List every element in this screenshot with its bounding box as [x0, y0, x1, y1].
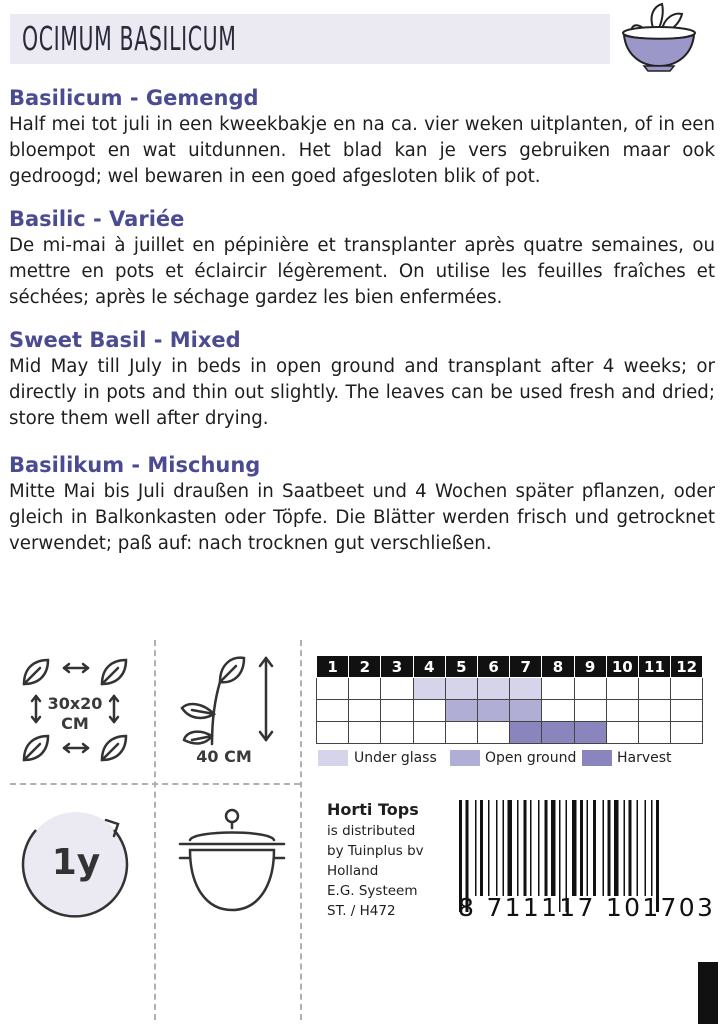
calendar-cell [381, 722, 413, 744]
barcode-bar [503, 800, 505, 896]
calendar-cell [445, 678, 477, 700]
calendar-cell [349, 700, 381, 722]
annual-label: 1y [51, 842, 101, 883]
calendar-cell [477, 700, 509, 722]
calendar-month-8: 8 [542, 656, 574, 678]
barcode-bar [524, 800, 527, 896]
calendar-cell [671, 722, 703, 744]
calendar-cell [510, 700, 542, 722]
height-label: 40 CM [196, 747, 252, 766]
calendar-cell [477, 678, 509, 700]
barcode-bar [593, 800, 596, 896]
calendar-cell [638, 700, 670, 722]
calendar-cell [574, 678, 606, 700]
legend-open-ground: Open ground [485, 750, 577, 766]
plant-height-icon [174, 652, 294, 752]
section-body-french: De mi-mai à juillet en pépinière et transplanter après quatre semaines, ou mettre en pots et éclaircir légèrement. On utilise les feuilles fraîches et séchées; après le séchage gardez les bien enfermées. [9, 235, 715, 308]
barcode-bar [572, 800, 577, 896]
calendar-cell [574, 722, 606, 744]
barcode-bar [496, 800, 498, 896]
calendar-month-9: 9 [574, 656, 606, 678]
calendar-month-1: 1 [317, 656, 349, 678]
calendar-cell [638, 722, 670, 744]
calendar-cell [542, 678, 574, 700]
calendar-month-12: 12 [671, 656, 703, 678]
barcode-bar [587, 800, 589, 896]
calendar-month-4: 4 [413, 656, 445, 678]
section-body-dutch: Half mei tot juli in een kweekbakje en na ca. vier weken uitplanten, of in een bloempot en wat uitdunnen. Het blad kan je vers gebruiken maar ook gedroogd; wel bewaren in een goed afgesloten blik of pot. [9, 114, 715, 187]
calendar-cell [542, 722, 574, 744]
calendar-cell [606, 722, 638, 744]
calendar-month-6: 6 [477, 656, 509, 678]
barcode-bar [624, 800, 626, 896]
calendar-cell [317, 722, 349, 744]
calendar-month-5: 5 [445, 656, 477, 678]
section-body-german: Mitte Mai bis Juli draußen in Saatbeet und 4 Wochen später pflanzen, oder gleich in Balkonkasten oder Töpfe. Die Blätter werden frisch und getrocknet verwendet; paß auf: nach trocknen gut verschließen. [9, 481, 715, 554]
legend-swatch-under-glass [318, 750, 348, 766]
distributor-line: E.G. Systeem [327, 883, 418, 899]
barcode-bar [651, 800, 653, 896]
section-title-french: Basilic - Variée [9, 207, 185, 231]
calendar-cell [349, 722, 381, 744]
barcode-bar [480, 800, 483, 896]
barcode-bar [637, 800, 639, 896]
cooking-pot-icon [172, 806, 292, 918]
salad-bowl-icon [618, 2, 700, 72]
barcode-bar [530, 800, 532, 896]
calendar-cell [445, 700, 477, 722]
edge-tab [698, 962, 718, 1024]
barcode-bar [608, 800, 611, 896]
divider-vertical [154, 640, 156, 1020]
section-title-german: Basilikum - Mischung [9, 453, 261, 477]
distributor-line: by Tuinplus bv [327, 843, 424, 859]
page-title: OCIMUM BASILICUM [22, 19, 237, 58]
calendar-cell [381, 700, 413, 722]
legend-swatch-open-ground [450, 750, 480, 766]
calendar-cell [510, 722, 542, 744]
calendar-cell [510, 678, 542, 700]
barcode-bar [645, 800, 647, 896]
calendar-cell [413, 700, 445, 722]
calendar-cell [574, 700, 606, 722]
calendar-month-2: 2 [349, 656, 381, 678]
distributor-line: Holland [327, 863, 379, 879]
barcode-bar [517, 800, 519, 896]
calendar-cell [477, 722, 509, 744]
calendar-cell [606, 700, 638, 722]
calendar-cell [349, 678, 381, 700]
distributor-name: Horti Tops [327, 800, 419, 819]
distributor-line: is distributed [327, 823, 416, 839]
section-title-dutch: Basilicum - Gemengd [9, 86, 259, 110]
calendar-cell [413, 722, 445, 744]
barcode-bar [603, 800, 605, 896]
calendar-month-10: 10 [606, 656, 638, 678]
legend-harvest: Harvest [617, 750, 672, 766]
calendar-cell [381, 678, 413, 700]
barcode-bar [629, 800, 632, 896]
barcode-bar [538, 800, 540, 896]
distributor-line: ST. / H472 [327, 903, 396, 919]
barcode-bar [614, 800, 619, 896]
calendar-cell [606, 678, 638, 700]
calendar-cell [317, 678, 349, 700]
legend-swatch-harvest [582, 750, 612, 766]
legend-under-glass: Under glass [354, 750, 437, 766]
calendar-cell [542, 700, 574, 722]
barcode-bar [545, 800, 548, 896]
calendar-month-3: 3 [381, 656, 413, 678]
spacing-unit: CM [61, 714, 89, 733]
barcode-bar [475, 800, 477, 896]
barcode-bar [580, 800, 583, 896]
divider-vertical [300, 640, 302, 1020]
section-body-english: Mid May till July in beds in open ground and transplant after 4 weeks; or directly in pots and thin out slightly. The leaves can be used fresh and dried; store them well after drying. [9, 356, 715, 429]
calendar-cell [317, 700, 349, 722]
calendar-cell [638, 678, 670, 700]
calendar-cell [413, 678, 445, 700]
calendar-month-11: 11 [638, 656, 670, 678]
barcode-bar [508, 800, 513, 896]
calendar-cell [445, 722, 477, 744]
calendar-cell [671, 700, 703, 722]
calendar-month-7: 7 [510, 656, 542, 678]
calendar-cell [671, 678, 703, 700]
section-title-english: Sweet Basil - Mixed [9, 328, 241, 352]
barcode-bar [488, 800, 490, 896]
barcode-bar [551, 800, 556, 896]
barcode-digits: 8 711117 101703 [458, 893, 716, 922]
spacing-label: 30x20 [47, 694, 103, 713]
sowing-calendar [316, 655, 703, 744]
